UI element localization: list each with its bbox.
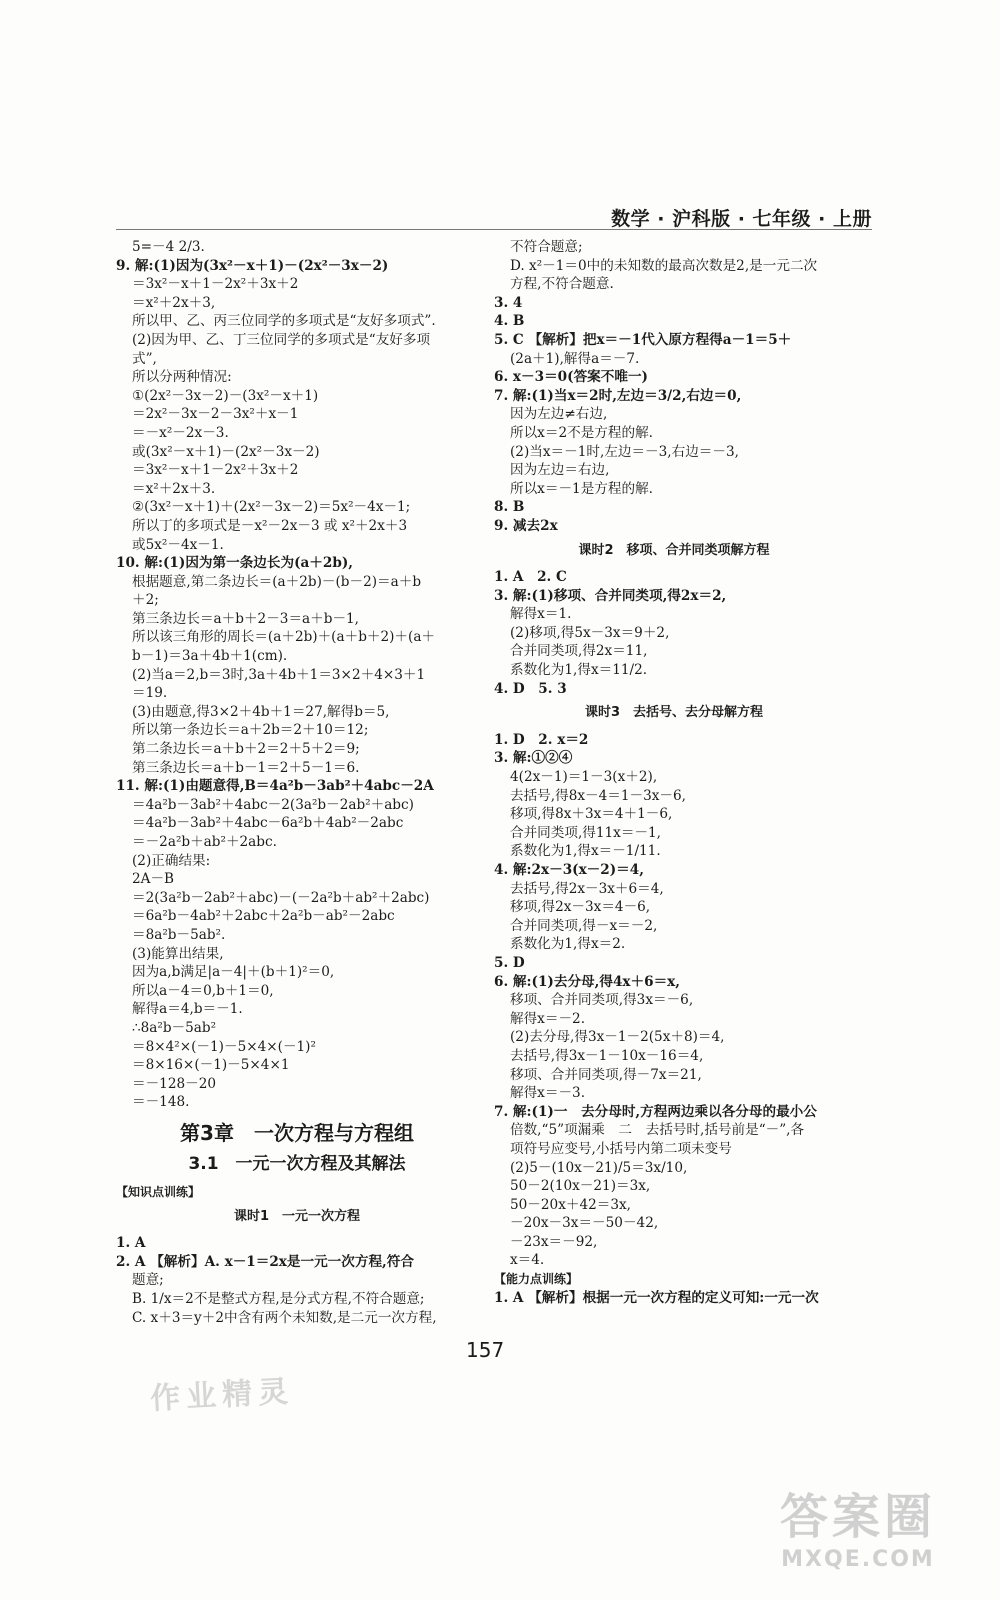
- page-header: 数学 · 沪科版 · 七年级 · 上册: [611, 208, 872, 230]
- text-line: 所以甲、乙、丙三位同学的多项式是“友好多项式”.: [132, 313, 436, 330]
- text-line: 所以该三角形的周长＝(a＋2b)＋(a＋b＋2)＋(a＋: [132, 629, 436, 646]
- text-line: ＝8×4²×(－1)－5×4×(－1)²: [132, 1038, 316, 1055]
- text-line: ＝6a²b－4ab²＋2abc＋2a²b－ab²－2abc: [132, 908, 395, 925]
- text-line: 11. 解:(1)由题意得,B＝4a²b－3ab²＋4abc－2A: [116, 778, 434, 795]
- text-line: (2)移项,得5x－3x＝9＋2,: [510, 624, 670, 641]
- text-line: 50－20x＋42＝3x,: [510, 1196, 631, 1213]
- text-line: 系数化为1,得x＝11/2.: [510, 662, 648, 679]
- chapter-title: 第3章 一次方程与方程组: [180, 1120, 414, 1145]
- text-line: 根据题意,第二条边长＝(a＋2b)－(b－2)＝a＋b: [132, 573, 422, 590]
- text-line: 去括号,得2x－3x＋6＝4,: [510, 880, 664, 897]
- text-line: ＝－128－20: [132, 1075, 217, 1092]
- text-line: 5=－4 2/3.: [132, 239, 205, 255]
- text-line: B. 1/x＝2不是整式方程,是分式方程,不符合题意;: [132, 1291, 425, 1308]
- text-line: 所以a－4＝0,b＋1＝0,: [132, 982, 274, 999]
- knowledge-tag: 【知识点训练】: [116, 1185, 201, 1200]
- text-line: ＝19.: [132, 685, 168, 702]
- text-line: 2A－B: [132, 871, 175, 888]
- text-line: 第二条边长＝a＋b＋2＝2＋5＋2＝9;: [132, 741, 360, 758]
- text-line: 式”,: [132, 350, 157, 367]
- text-line: －20x－3x＝－50－42,: [510, 1215, 659, 1232]
- text-line: 9. 减去2x: [494, 517, 558, 534]
- text-line: 4. D 5. 3: [494, 680, 567, 697]
- text-line: 9. 解:(1)因为(3x²－x＋1)－(2x²－3x－2): [116, 257, 389, 274]
- text-line: ＝2(3a²b－2ab²＋abc)－(－2a²b＋ab²＋2abc): [132, 889, 430, 906]
- text-line: 或5x²－4x－1.: [132, 536, 224, 553]
- text-line: ＝－148.: [132, 1094, 190, 1111]
- text-line: 移项、合并同类项,得－7x＝21,: [510, 1066, 702, 1083]
- text-line: 第三条边长＝a＋b－1＝2＋5－1＝6.: [132, 759, 360, 776]
- text-line: (2)因为甲、乙、丁三位同学的多项式是“友好多项: [132, 331, 431, 348]
- watermark: [780, 1478, 936, 1572]
- text-line: 3. 解:(1)移项、合并同类项,得2x＝2,: [494, 587, 727, 604]
- text-line: (2)5－(10x－21)/5＝3x/10,: [510, 1159, 688, 1176]
- text-line: ＝8×16×(－1)－5×4×1: [132, 1057, 290, 1074]
- text-line: 1. A 2. C: [494, 569, 567, 586]
- text-line: ②(3x²－x＋1)＋(2x²－3x－2)＝5x²－4x－1;: [132, 499, 411, 516]
- text-line: 解得a＝4,b＝－1.: [132, 1001, 243, 1018]
- watermark-logo: 答案圈: [779, 1489, 936, 1545]
- text-line: 6. 解:(1)去分母,得4x＋6＝x,: [494, 973, 681, 990]
- text-line: 去括号,得3x－1－10x－16＝4,: [510, 1047, 704, 1064]
- watermark-url: MXQE.COM: [781, 1547, 935, 1572]
- text-line: (3)由题意,得3×2＋4b＋1＝27,解得b＝5,: [132, 703, 390, 720]
- text-line: 7. 解:(1)一 去分母时,方程两边乘以各分母的最小公: [494, 1103, 817, 1120]
- text-line: (2)去分母,得3x－1－2(5x＋8)＝4,: [510, 1029, 725, 1046]
- text-line: ＝－x²－2x－3.: [132, 424, 229, 441]
- left-column: [116, 238, 478, 1327]
- text-line: －23x＝－92,: [510, 1233, 598, 1250]
- text-line: D. x²－1＝0中的未知数的最高次数是2,是一元二次: [510, 257, 818, 274]
- text-line: ∴8a²b－5ab²: [132, 1019, 217, 1036]
- text-line: 系数化为1,得x＝－1/11.: [510, 843, 661, 860]
- text-line: 不符合题意;: [510, 239, 583, 255]
- lesson-2-title: 课时2 移项、合并同类项解方程: [578, 542, 770, 558]
- text-line: 项符号应变号,小括号内第二项未变号: [510, 1140, 732, 1157]
- text-line: 3. 解:①②④: [494, 750, 573, 767]
- text-line: 所以x＝2不是方程的解.: [510, 424, 653, 441]
- text-line: b－1)＝3a＋4b＋1(cm).: [132, 648, 288, 665]
- text-line: (2)正确结果:: [132, 852, 211, 869]
- text-line: 移项、合并同类项,得3x＝－6,: [510, 992, 694, 1009]
- text-line: 方程,不符合题意.: [510, 276, 614, 293]
- text-line: 解得x＝1.: [510, 606, 572, 623]
- text-line: 题意;: [132, 1272, 164, 1289]
- lesson-3-title: 课时3 去括号、去分母解方程: [584, 705, 764, 721]
- text-line: C. x＋3＝y＋2中含有两个未知数,是二元一次方程,: [132, 1309, 437, 1326]
- text-line: 或(3x²－x＋1)－(2x²－3x－2): [132, 443, 320, 460]
- text-line: 所以丁的多项式是－x²－2x－3 或 x²＋2x＋3: [132, 517, 408, 534]
- text-line: 5. D: [494, 954, 525, 971]
- text-line: 合并同类项,得－x＝－2,: [510, 917, 658, 934]
- text-line: 因为a,b满足|a－4|＋(b＋1)²＝0,: [132, 964, 335, 981]
- text-line: ＝x²＋2x＋3,: [132, 294, 216, 311]
- text-line: 1. A 【解析】根据一元一次方程的定义可知:一元一次: [494, 1289, 819, 1306]
- text-line: 去括号,得8x－4＝1－3x－6,: [510, 787, 686, 804]
- text-line: ＝－2a²b＋ab²＋2abc.: [132, 834, 277, 850]
- text-line: 因为左边＝右边,: [510, 462, 610, 479]
- ability-tag: 【能力点训练】: [494, 1272, 579, 1287]
- text-line: 1. D 2. x＝2: [494, 731, 589, 748]
- text-line: ＝x²＋2x＋3.: [132, 480, 216, 497]
- text-line: (2a＋1),解得a＝－7.: [510, 350, 640, 367]
- text-line: 4. 解:2x－3(x－2)＝4,: [494, 862, 644, 878]
- text-line: 5. C 【解析】把x＝－1代入原方程得a－1＝5＋: [494, 331, 792, 348]
- text-line: (3)能算出结果,: [132, 945, 224, 962]
- faded-stamp: 作业精灵: [149, 1374, 296, 1417]
- text-line: 解得x＝－2.: [510, 1010, 586, 1027]
- text-line: 6. x－3＝0(答案不唯一): [494, 369, 648, 386]
- text-line: 合并同类项,得11x＝－1,: [510, 824, 662, 841]
- text-line: 合并同类项,得2x＝11,: [510, 643, 648, 660]
- text-line: ＝3x²－x＋1－2x²＋3x＋2: [132, 462, 299, 479]
- right-column: [494, 238, 854, 1307]
- text-line: 移项,得8x＋3x＝4＋1－6,: [510, 806, 673, 823]
- text-line: 系数化为1,得x＝2.: [510, 936, 626, 953]
- text-line: 解得x＝－3.: [510, 1085, 586, 1102]
- text-line: 所以第一条边长＝a＋2b＝2＋10＝12;: [132, 722, 369, 739]
- text-line: 4(2x－1)＝1－3(x＋2),: [510, 769, 658, 786]
- text-line: 7. 解:(1)当x＝2时,左边＝3/2,右边＝0,: [494, 387, 742, 404]
- lesson-1-title: 课时1 一元一次方程: [233, 1208, 361, 1224]
- text-line: 2. A 【解析】A. x－1＝2x是一元一次方程,符合: [116, 1253, 414, 1270]
- section-title: 3.1 一元一次方程及其解法: [188, 1153, 406, 1174]
- text-line: ＝4a²b－3ab²＋4abc－2(3a²b－2ab²＋abc): [132, 796, 414, 813]
- text-line: ①(2x²－3x－2)－(3x²－x＋1): [132, 387, 319, 404]
- header-rule: [116, 229, 872, 230]
- text-line: ＝8a²b－5ab².: [132, 926, 226, 943]
- text-line: ＝4a²b－3ab²＋4abc－6a²b＋4ab²－2abc: [132, 815, 404, 832]
- text-line: 50－2(10x－21)＝3x,: [510, 1178, 651, 1195]
- text-line: 4. B: [494, 313, 525, 330]
- text-line: 1. A: [116, 1235, 146, 1252]
- text-line: (2)当x＝－1时,左边＝－3,右边＝－3,: [510, 443, 739, 460]
- text-line: 因为左边≠右边,: [510, 406, 608, 423]
- text-line: 所以x＝－1是方程的解.: [510, 480, 653, 497]
- text-line: ＝2x²－3x－2－3x²＋x－1: [132, 406, 299, 423]
- text-line: 倍数,“5”项漏乘 二 去括号时,括号前是“－”,各: [510, 1122, 805, 1139]
- text-line: 10. 解:(1)因为第一条边长为(a＋2b),: [116, 555, 354, 572]
- text-line: 移项,得2x－3x＝4－6,: [510, 899, 651, 916]
- text-line: 第三条边长＝a＋b＋2－3＝a＋b－1,: [132, 610, 360, 627]
- text-line: x＝4.: [510, 1252, 545, 1269]
- text-line: 3. 4: [494, 294, 523, 311]
- text-line: ＋2;: [132, 592, 159, 609]
- text-line: 所以分两种情况:: [132, 369, 232, 386]
- page-number: 157: [466, 1338, 505, 1362]
- text-line: 8. B: [494, 499, 525, 516]
- text-line: ＝3x²－x＋1－2x²＋3x＋2: [132, 276, 299, 293]
- text-line: (2)当a＝2,b＝3时,3a＋4b＋1＝3×2＋4×3＋1: [132, 666, 426, 683]
